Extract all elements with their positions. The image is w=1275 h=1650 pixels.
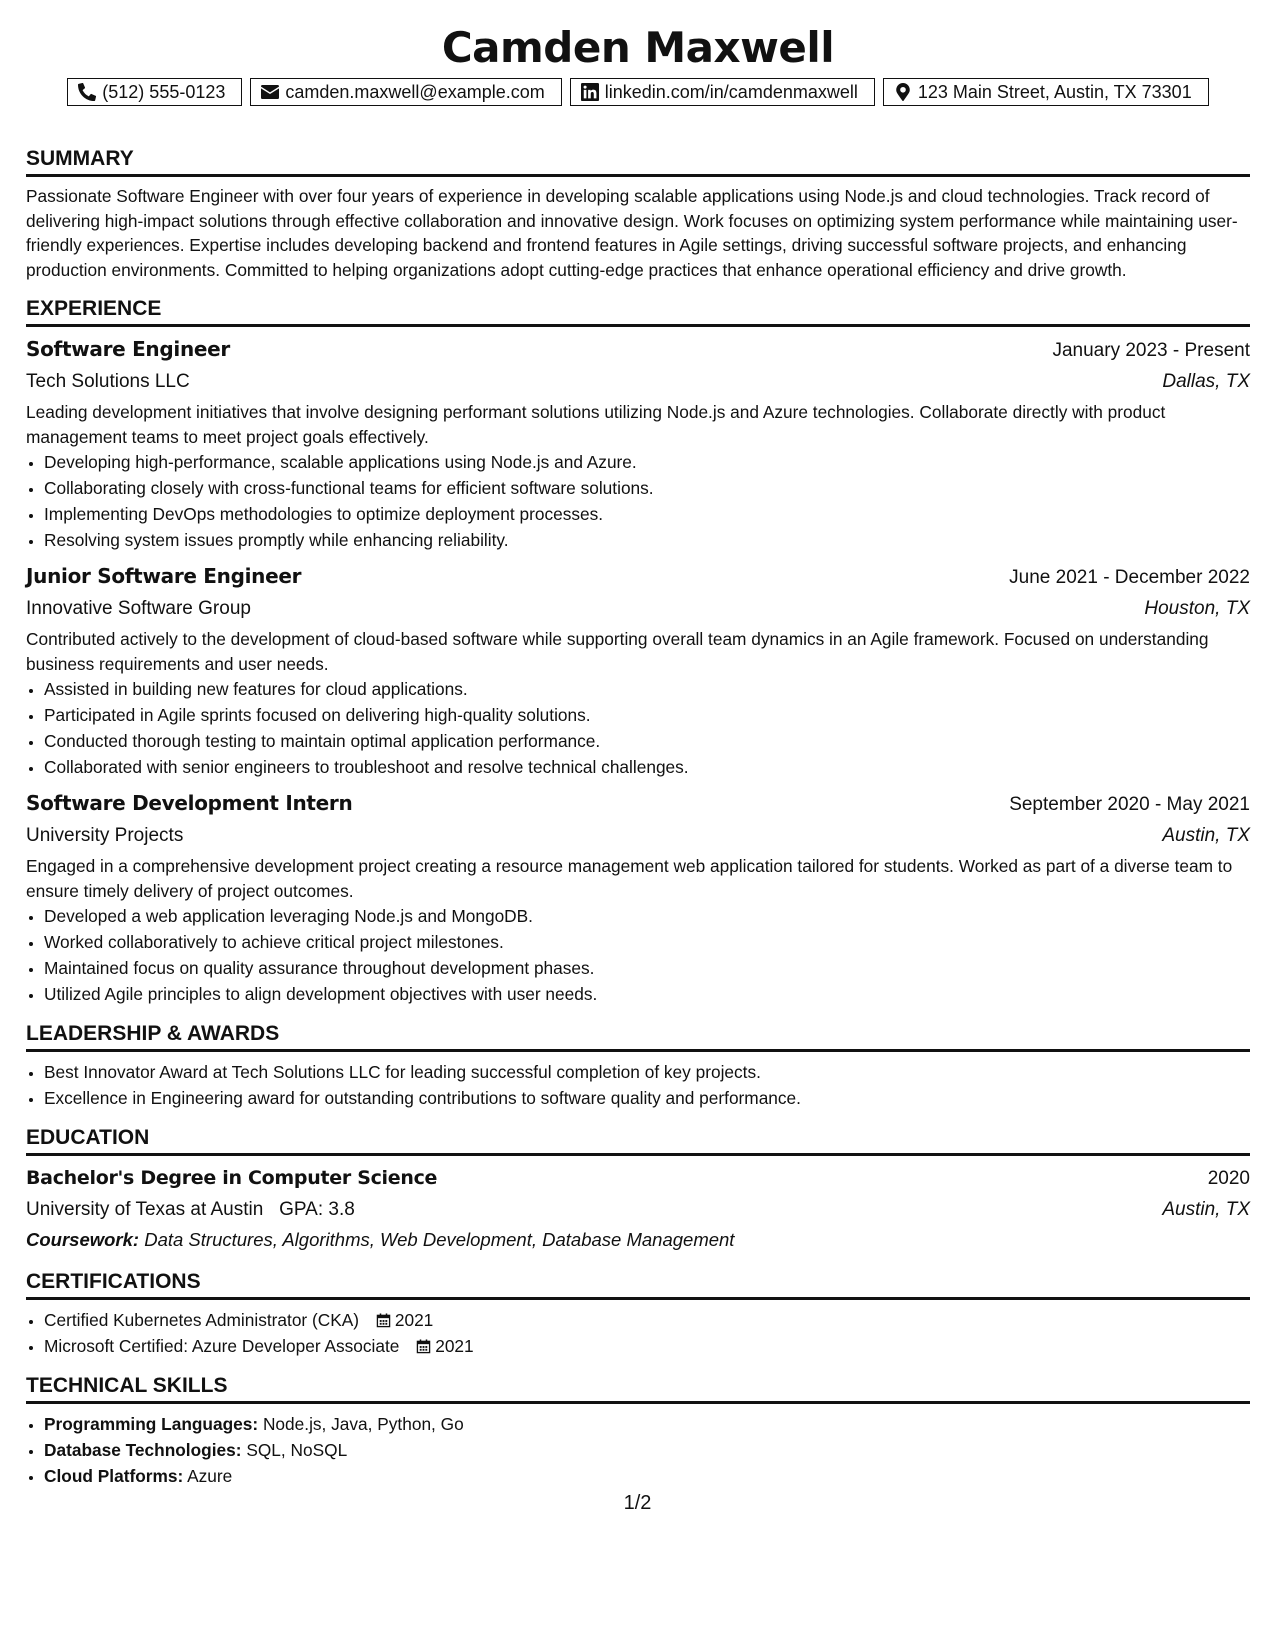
page-number: 1/2 (623, 1492, 652, 1514)
job-title: Junior Software Engineer (26, 564, 302, 588)
job-dates: June 2021 - December 2022 (1009, 567, 1250, 588)
coursework-label: Coursework: (26, 1229, 140, 1250)
job-location: Dallas, TX (1162, 371, 1250, 392)
list-item: • Developing high-performance, scalable applications using Node.js and Azure. (44, 449, 1250, 475)
contact-linkedin-text: linkedin.com/in/camdenmaxwell (604, 81, 858, 102)
education-degree: Bachelor's Degree in Computer Science (26, 1167, 438, 1189)
job-title: Software Engineer (26, 337, 230, 361)
skill-value: SQL, NoSQL (246, 1440, 348, 1460)
list-item: • Collaborated with senior engineers to troubleshoot and resolve technical challenges. (44, 754, 1250, 780)
job-dates: January 2023 - Present (1052, 340, 1250, 361)
list-item (44, 1333, 1250, 1359)
skills-list (26, 1411, 1250, 1489)
leadership-list (26, 1059, 1250, 1111)
linkedin-icon (581, 83, 599, 101)
contact-address (883, 78, 1209, 106)
certifications-heading: CERTIFICATIONS (26, 1269, 1250, 1300)
candidate-name: Camden Maxwell (441, 23, 835, 72)
skill-value: Azure (187, 1466, 233, 1486)
skill-label: Programming Languages: (44, 1414, 259, 1434)
contact-phone (67, 78, 242, 106)
job-company: Tech Solutions LLC (26, 371, 190, 392)
list-item: • Resolving system issues promptly while enhancing reliability. (44, 527, 1250, 553)
job-company: University Projects (26, 825, 184, 846)
phone-icon (78, 83, 96, 101)
job-entry (26, 561, 1250, 780)
list-item: • Best Innovator Award at Tech Solutions LLC for leading successful completion of key projects. (44, 1059, 1250, 1085)
list-item: • Utilized Agile principles to align development objectives with user needs. (44, 981, 1250, 1007)
job-description: Contributed actively to the development of cloud-based software while supporting overall team dynamics in an Agile framework. Focused on understanding business requirements and user needs. (26, 629, 1209, 674)
education-school: University of Texas at Austin (26, 1199, 264, 1220)
job-entry (26, 788, 1250, 1007)
cert-year: 2021 (394, 1310, 434, 1330)
cert-year: 2021 (435, 1336, 474, 1356)
list-item: • Developed a web application leveraging Node.js and MongoDB. (44, 903, 1250, 929)
contact-address-text: 123 Main Street, Austin, TX 73301 (917, 81, 1192, 102)
education-year: 2020 (1207, 1168, 1250, 1189)
list-item: • Excellence in Engineering award for outstanding contributions to software quality and performance. (44, 1085, 1250, 1111)
list-item (44, 1437, 1250, 1463)
list-item: • Implementing DevOps methodologies to optimize deployment processes. (44, 501, 1250, 527)
contact-phone-text: (512) 555-0123 (102, 81, 226, 102)
job-title: Software Development Intern (26, 791, 353, 815)
job-dates: September 2020 - May 2021 (1009, 794, 1250, 815)
list-item (44, 1307, 1250, 1333)
list-item (44, 1463, 1250, 1489)
skills-heading: TECHNICAL SKILLS (26, 1373, 1250, 1404)
skill-value: Node.js, Java, Python, Go (262, 1414, 464, 1434)
job-entry (26, 334, 1250, 553)
cert-name: Microsoft Certified: Azure Developer Associate (44, 1336, 400, 1356)
list-item: • Assisted in building new features for cloud applications. (44, 676, 1250, 702)
contact-email-text: camden.maxwell@example.com (285, 81, 545, 102)
map-pin-icon (894, 83, 912, 101)
education-gpa: GPA: 3.8 (279, 1199, 355, 1220)
list-item: • Maintained focus on quality assurance throughout development phases. (44, 955, 1250, 981)
envelope-icon (261, 83, 279, 101)
job-location: Houston, TX (1144, 598, 1250, 619)
education-heading: EDUCATION (26, 1125, 1250, 1156)
list-item: • Participated in Agile sprints focused on delivering high-quality solutions. (44, 702, 1250, 728)
list-item: • Worked collaboratively to achieve critical project milestones. (44, 929, 1250, 955)
job-description: Engaged in a comprehensive development project creating a resource management web application tailored for students. Worked as part of a diverse team to ensure timely delivery of project outcomes. (26, 856, 1233, 901)
skill-label: Database Technologies: (44, 1440, 242, 1460)
job-bullets (26, 676, 1250, 780)
education-location: Austin, TX (1162, 1199, 1250, 1220)
job-bullets (26, 903, 1250, 1007)
resume-page (26, 0, 1250, 1489)
job-bullets (26, 449, 1250, 553)
certifications-list (26, 1307, 1250, 1359)
contact-linkedin[interactable] (570, 78, 875, 106)
contact-bar (26, 78, 1250, 106)
cert-name: Certified Kubernetes Administrator (CKA) (44, 1310, 360, 1330)
contact-email[interactable] (250, 78, 561, 106)
calendar-icon (416, 1339, 431, 1354)
leadership-heading: LEADERSHIP & AWARDS (26, 1021, 1250, 1052)
list-item (44, 1411, 1250, 1437)
job-description: Leading development initiatives that involve designing performant solutions utilizing Node.js and Azure technologies. Collaborate directly with product management teams to meet project goals effectively. (26, 402, 1166, 447)
experience-heading: EXPERIENCE (26, 296, 1250, 327)
skill-label: Cloud Platforms: (44, 1466, 184, 1486)
calendar-icon (376, 1313, 391, 1328)
job-company: Innovative Software Group (26, 598, 251, 619)
education-coursework (26, 1225, 1250, 1255)
summary-text: Passionate Software Engineer with over four years of experience in developing scalable applications using Node.js and cloud technologies. Track record of delivering high-impact solutions through effective collaboration and innovative design. Work focuses on optimizing system performance while maintaining user-friendly experiences. Expertise includes developing backend and frontend features in Agile settings, driving successful software projects, and enhancing production environments. Committed to helping organizations adopt cutting-edge practices that enhance operational efficiency and drive growth. (26, 186, 1238, 280)
coursework-list: Data Structures, Algorithms, Web Development, Database Management (144, 1229, 735, 1250)
list-item: • Collaborating closely with cross-functional teams for efficient software solutions. (44, 475, 1250, 501)
list-item: • Conducted thorough testing to maintain optimal application performance. (44, 728, 1250, 754)
summary-heading: SUMMARY (26, 146, 1250, 177)
job-location: Austin, TX (1162, 825, 1250, 846)
